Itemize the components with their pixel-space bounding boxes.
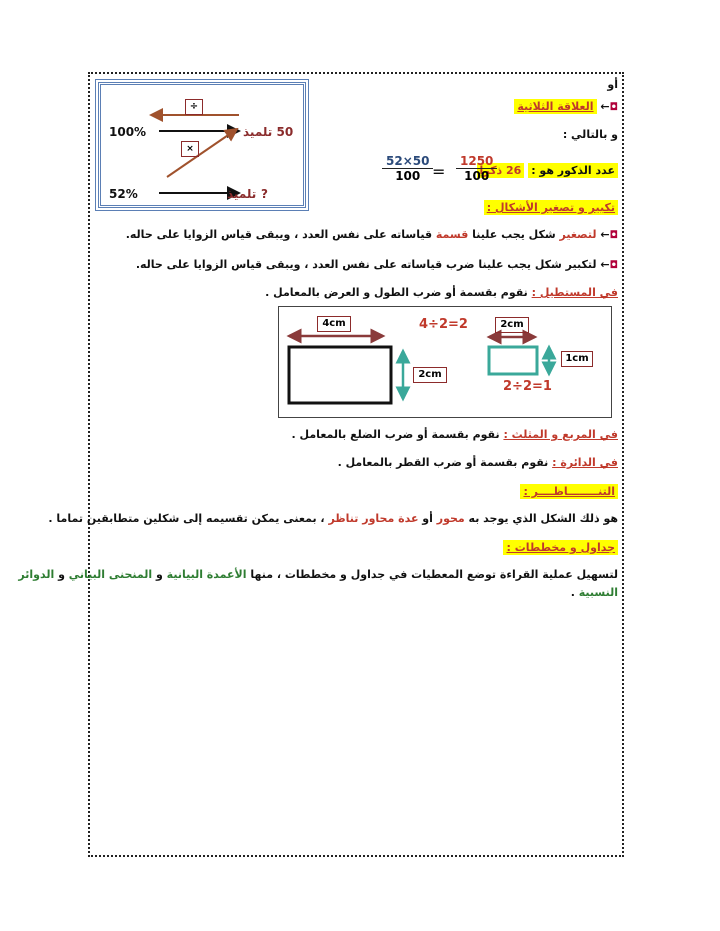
divide-sign: ÷ (185, 99, 203, 115)
shrink-line (126, 228, 618, 241)
line-graph-word: المنحنى البياني (68, 568, 153, 581)
rectangle-figure (278, 306, 612, 418)
multiply-arrow (167, 129, 237, 177)
symmetry-text-3: ، بمعنى يمكن تقسيمه إلى شكلين متطابقين تماما . (48, 512, 329, 525)
enlarge-text: لتكبير شكل يجب علينا ضرب قياساته على نفس العدد ، ويبقى قياس الزوايا على حاله. (135, 258, 597, 271)
therefore-text: و بالتالي : (562, 128, 618, 141)
axes-words: عدة محاور تناظر (328, 512, 419, 525)
fifty-students: 50 تلميذ (243, 125, 294, 139)
division-word: قسمة (435, 228, 469, 241)
corner-text: أو (607, 78, 618, 91)
pie-word-2: النسبية (578, 586, 618, 599)
fraction-52x50 (382, 154, 433, 184)
frac2-numerator: 52×50 (382, 154, 433, 169)
arrow-left-icon: ← (600, 228, 610, 241)
small-rectangle (489, 347, 537, 374)
percent-100: 100% (109, 125, 147, 139)
tables-title: جداول و مخططات : (503, 540, 618, 555)
student-label: تلميذ (227, 187, 257, 201)
small-height-label: 1cm (561, 351, 593, 367)
frac1-denominator: 100 (464, 169, 490, 183)
tables-text-line2 (571, 586, 618, 599)
males-label: عدد الذكور هو : (528, 163, 618, 178)
fraction-1250 (456, 154, 497, 184)
frac2-denominator: 100 (395, 169, 421, 183)
big-height-label: 2cm (413, 367, 447, 383)
top-calculation: 4÷2=2 (419, 317, 468, 332)
square-triangle-text: نقوم بقسمة أو ضرب الضلع بالمعامل . (291, 428, 504, 441)
frac1-numerator: 1250 (456, 154, 497, 169)
page-frame (18, 72, 624, 857)
tables-text-2: و (152, 568, 167, 581)
square-bullet-icon: ◘ (609, 260, 618, 271)
square-bullet-icon: ◘ (609, 230, 618, 241)
arrow-left-icon: ← (600, 258, 610, 271)
square-bullet-icon: ◘ (609, 102, 618, 113)
axis-word: محور (436, 512, 465, 525)
scaling-title: تكبير و تصغير الأشكال : (484, 200, 618, 215)
tables-text-line1 (18, 568, 618, 581)
circle-label: في الدائرة : (552, 456, 618, 469)
bar-charts-word: الأعمدة البيانية (166, 568, 247, 581)
shrink-text-1: شكل يجب علينا (468, 228, 560, 241)
symmetry-text (48, 512, 618, 525)
rectangle-text: نقوم بقسمة أو ضرب الطول و العرض بالمعامل . (265, 286, 532, 299)
enlarge-line (136, 258, 618, 271)
arrow-left-icon: ← (600, 100, 610, 113)
tables-text-3: و (54, 568, 69, 581)
pie-word-1: الدوائر (18, 568, 55, 581)
tables-text-end: . (570, 586, 579, 599)
shrink-word: لتصغير (559, 228, 597, 241)
symmetry-text-2: أو (418, 512, 437, 525)
big-rectangle (289, 347, 391, 403)
equals-sign: = (432, 162, 446, 181)
big-width-label: 4cm (317, 316, 351, 332)
symmetry-title: التنــــــــاظــــر : (520, 484, 618, 499)
triple-relation-title: العلاقة الثلاثية (514, 99, 596, 114)
square-triangle-label: في المربع و المثلث : (503, 428, 618, 441)
males-value: 26 ذكرا (477, 163, 525, 178)
percent-52: 52% (109, 187, 138, 201)
shrink-text-2: قياساته على نفس العدد ، ويبقى قياس الزوايا على حاله. (125, 228, 436, 241)
rectangle-line (265, 286, 618, 299)
square-triangle-line (292, 428, 618, 441)
males-count-line (477, 164, 618, 177)
triple-relation-heading (514, 100, 618, 113)
multiply-sign: × (181, 141, 199, 157)
small-width-label: 2cm (495, 317, 529, 333)
triple-relation-diagram (98, 82, 306, 208)
rectangle-label: في المستطيل : (531, 286, 618, 299)
tables-text-1: لتسهيل عملية القراءة توضع المعطيات في جداول و مخططات ، منها (246, 568, 618, 581)
bottom-calculation: 2÷2=1 (503, 379, 552, 394)
circle-text: نقوم بقسمة أو ضرب القطر بالمعامل . (337, 456, 553, 469)
circle-line (338, 456, 618, 469)
symmetry-text-1: هو ذلك الشكل الذي يوجد به (464, 512, 618, 525)
unknown-mark: ? (261, 187, 268, 201)
